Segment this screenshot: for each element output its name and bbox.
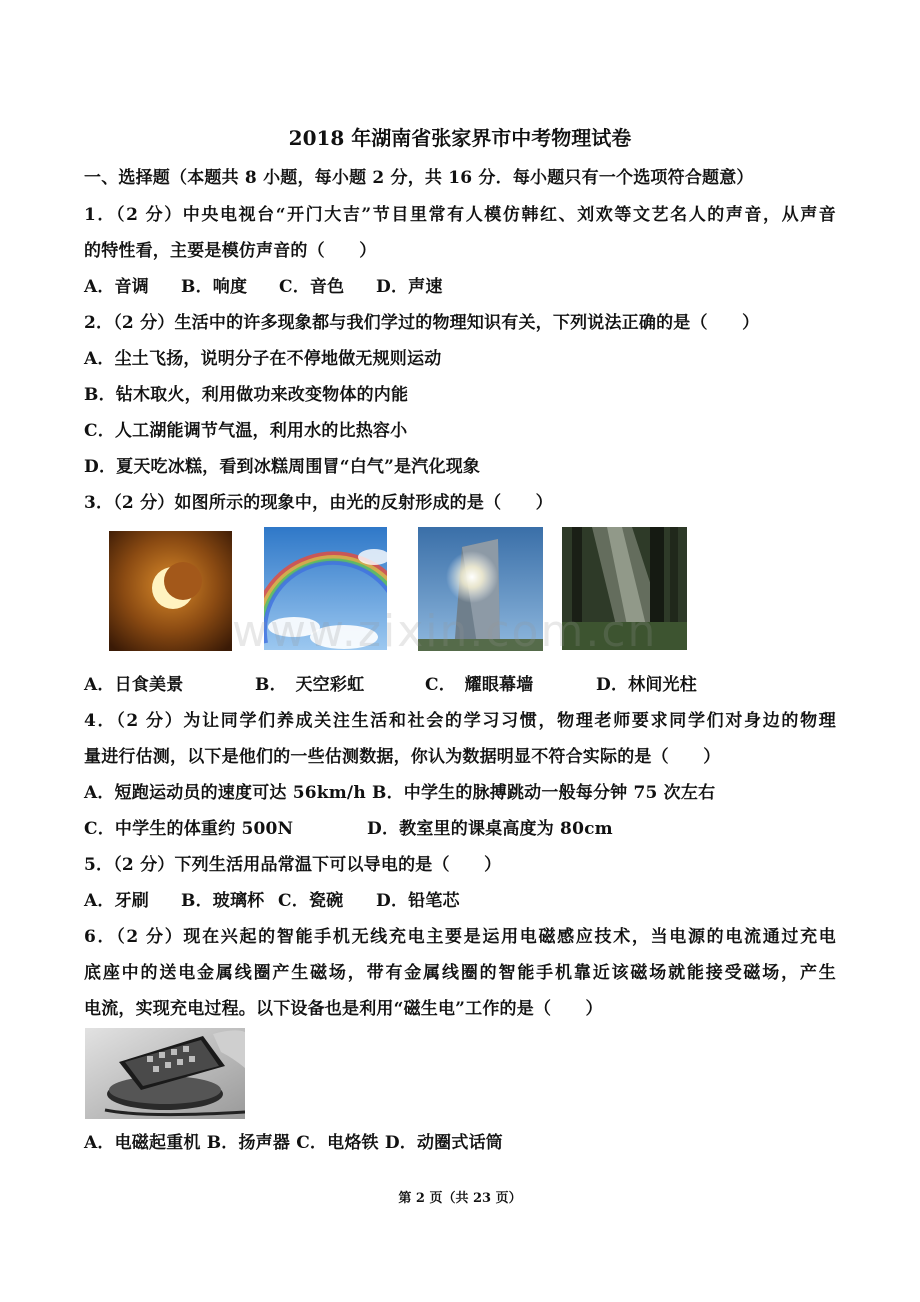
q1-option-b[interactable]: B．响度: [181, 277, 248, 297]
q6-line2: 底座中的送电金属线圈产生磁场，带有金属线圈的智能手机靠近该磁场就能接受磁场，产生: [84, 963, 836, 983]
q5-line1: 5．（2 分）下列生活用品常温下可以导电的是（ ）: [84, 855, 502, 875]
q5-option-b[interactable]: B．玻璃杯: [181, 891, 265, 911]
q3-line1: 3．（2 分）如图所示的现象中，由光的反射形成的是（ ）: [84, 493, 553, 513]
wireless-charging-phone-image: [85, 1028, 245, 1119]
q5-option-c[interactable]: C．瓷碗: [278, 891, 344, 911]
q2-line1: 2．（2 分）生活中的许多现象都与我们学过的物理知识有关，下列说法正确的是（ ）: [84, 313, 760, 333]
q1-line2: 的特性看，主要是模仿声音的（ ）: [84, 241, 377, 261]
solar-eclipse-image: [109, 531, 232, 651]
q4-option-ab[interactable]: A．短跑运动员的速度可达 56km/h B．中学生的脉搏跳动一般每分钟 75 次左右: [84, 783, 716, 803]
watermark: www.zixin.com.cn: [232, 606, 658, 657]
q2-option-d[interactable]: D．夏天吃冰糕，看到冰糕周围冒“白气”是汽化现象: [84, 457, 481, 477]
page-title: 2018 年湖南省张家界市中考物理试卷: [288, 126, 632, 150]
q5-options: [84, 889, 836, 913]
q2-option-c[interactable]: C．人工湖能调节气温，利用水的比热容小: [84, 421, 408, 441]
q5-option-d[interactable]: D．铅笔芯: [376, 891, 460, 911]
q4-line2: 量进行估测，以下是他们的一些估测数据，你认为数据明显不符合实际的是（ ）: [84, 747, 721, 767]
q2-option-a[interactable]: A．尘土飞扬，说明分子在不停地做无规则运动: [84, 349, 442, 369]
page-footer: 第 2 页（共 23 页）: [398, 1191, 522, 1206]
q1-option-c[interactable]: C．音色: [279, 277, 345, 297]
q6-options[interactable]: A．电磁起重机 B．扬声器 C．电烙铁 D．动圈式话筒: [84, 1133, 503, 1153]
q3-option-b[interactable]: B． 天空彩虹: [255, 675, 365, 695]
q3-option-c[interactable]: C． 耀眼幕墙: [425, 675, 534, 695]
q5-option-a[interactable]: A．牙刷: [84, 891, 149, 911]
q3-option-d[interactable]: D．林间光柱: [596, 675, 697, 695]
q6-line1: 6．（2 分）现在兴起的智能手机无线充电主要是运用电磁感应技术，当电源的电流通过充电: [84, 927, 836, 947]
q1-option-a[interactable]: A．音调: [84, 277, 149, 297]
q3-options: [84, 673, 836, 697]
q2-option-b[interactable]: B．钻木取火，利用做功来改变物体的内能: [84, 385, 409, 405]
q1-line1: 1．（2 分）中央电视台“开门大吉”节目里常有人模仿韩红、刘欢等文艺名人的声音，从声音: [84, 205, 836, 225]
q4-line1: 4．（2 分）为让同学们养成关注生活和社会的学习习惯，物理老师要求同学们对身边的物理: [84, 711, 836, 731]
q1-option-d[interactable]: D．声速: [376, 277, 443, 297]
q4-option-d[interactable]: D．教室里的课桌高度为 80cm: [367, 819, 613, 839]
q1-options: [84, 275, 836, 299]
q4-option-c[interactable]: C．中学生的体重约 500N: [84, 819, 294, 839]
q6-line3: 电流，实现充电过程。以下设备也是利用“磁生电”工作的是（ ）: [84, 999, 603, 1019]
q3-option-a[interactable]: A．日食美景: [84, 675, 184, 695]
section-heading: 一、选择题（本题共 8 小题，每小题 2 分，共 16 分．每小题只有一个选项符合题意）: [84, 168, 754, 188]
q4-options-cd: [84, 817, 836, 841]
